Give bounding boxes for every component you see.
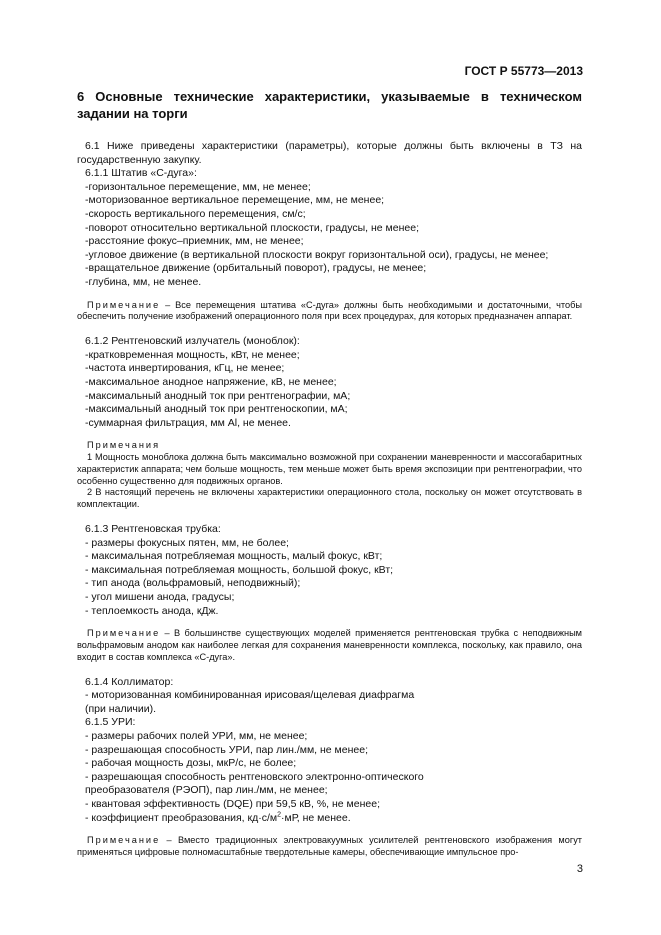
list-item: -вращательное движение (орбитальный поворот), градусы, не менее; (85, 262, 427, 275)
list-item-text: ·мР, не менее. (281, 811, 351, 824)
note-label: Примечание (87, 835, 161, 846)
list-item: - размеры рабочих полей УРИ, мм, не менее; (85, 729, 308, 742)
list-item (85, 812, 582, 826)
page-number: 3 (576, 863, 583, 875)
note-label: Примечание (87, 299, 161, 310)
list-item: - тип анода (вольфрамовый, неподвижный); (85, 577, 301, 590)
list-item: - угол мишени анода, градусы; (85, 591, 235, 604)
list-item: -максимальный анодный ток при рентгеноскопии, мА; (85, 403, 348, 416)
note-label: Примечание (87, 628, 161, 639)
list-item: - разрешающая способность рентгеновского электронно-оптического (85, 770, 424, 783)
note-1-6-1-2: 1 Мощность моноблока должна быть максимально возможной при сохранении маневренности и массогабаритных характеристик аппарата; чем больше мощность, тем меньше может быть время экспозиции при рентгенографии, что особенно существенно для подвижных органов. (77, 452, 582, 486)
note-6-1-3 (77, 628, 582, 663)
list-item: -скорость вертикального перемещения, см/с; (85, 207, 306, 220)
section-title: 6 Основные технические характеристики, указываемые в техническом задании на торги (77, 89, 582, 121)
list-item: -кратковременная мощность, кВт, не менее; (85, 348, 300, 361)
heading-6-1-4: 6.1.4 Коллиматор: (85, 675, 174, 688)
superscript: 2 (277, 811, 282, 819)
heading-6-1-1: 6.1.1 Штатив «С-дуга»: (85, 167, 197, 180)
note-text: – Вместо традиционных электровакуумных усилителей рентгеновского изображения могут применяться цифровые полномасштабные твердотельные камеры, обеспечивающие импульсное про- (77, 835, 582, 857)
list-item-text: - коэффициент преобразования, кд·с/м (85, 811, 278, 824)
list-item: -горизонтальное перемещение, мм, не менее; (85, 180, 311, 193)
list-item: -частота инвертирования, кГц, не менее; (85, 362, 285, 375)
list-item: - максимальная потребляемая мощность, большой фокус, кВт; (85, 563, 394, 576)
list-item-continuation: (при наличии). (85, 702, 157, 715)
list-item: - квантовая эффективность (DQE) при 59,5 кВ, %, не менее; (85, 797, 380, 810)
document-id: ГОСТ Р 55773—2013 (464, 64, 583, 78)
intro-paragraph: 6.1 Ниже приведены характеристики (параметры), которые должны быть включены в ТЗ на государственную закупку. (77, 140, 582, 166)
list-item: - теплоемкость анода, кДж. (85, 604, 219, 617)
list-item: -суммарная фильтрация, мм Al, не менее. (85, 416, 291, 429)
list-item: - рабочая мощность дозы, мкР/с, не более; (85, 757, 297, 770)
note-text: – Все перемещения штатива «С-дуга» должны быть необходимыми и достаточными, чтобы обеспечить получение изображений операционного поля при всех процедурах, для которых предназначен аппарат. (77, 299, 582, 322)
notes-label-6-1-2 (77, 440, 582, 452)
note-text: – В большинстве существующих моделей применяется рентгеновская трубка с неподвижным вольфрамовым анодом как наиболее легкая для сохранения маневренности комплекса, поскольку, как правило, она входит в состав комплекса «С-дуга». (77, 628, 582, 662)
list-item: - размеры фокусных пятен, мм, не более; (85, 536, 289, 549)
list-item: преобразователя (РЭОП), пар лин./мм, не менее; (85, 784, 328, 797)
heading-6-1-3: 6.1.3 Рентгеновская трубка: (85, 523, 221, 536)
list-item: - разрешающая способность УРИ, пар лин./мм, не менее; (85, 743, 369, 756)
list-item: - моторизованная комбинированная ирисовая/щелевая диафрагма (85, 689, 415, 702)
list-item: -угловое движение (в вертикальной плоскости вокруг горизонтальной оси), градусы, не менее; (85, 248, 549, 261)
note-6-1-1 (77, 300, 582, 324)
heading-6-1-2: 6.1.2 Рентгеновский излучатель (моноблок): (85, 335, 300, 348)
list-item: -максимальное анодное напряжение, кВ, не менее; (85, 375, 337, 388)
heading-6-1-5: 6.1.5 УРИ: (85, 716, 136, 729)
list-item: -глубина, мм, не менее. (85, 275, 202, 288)
list-item: -расстояние фокус–приемник, мм, не менее; (85, 235, 304, 248)
note-label: Примечания (87, 440, 161, 451)
list-item: -поворот относительно вертикальной плоскости, градусы, не менее; (85, 221, 420, 234)
list-item: -максимальный анодный ток при рентгенографии, мА; (85, 389, 351, 402)
list-item: -моторизованное вертикальное перемещение, мм, не менее; (85, 194, 385, 207)
note-6-1-5 (77, 835, 582, 859)
page-content (77, 82, 582, 859)
note-2-6-1-2: 2 В настоящий перечень не включены характеристики операционного стола, поскольку он может отсутствовать в комплектации. (77, 487, 582, 510)
list-item: - максимальная потребляемая мощность, малый фокус, кВт; (85, 550, 383, 563)
